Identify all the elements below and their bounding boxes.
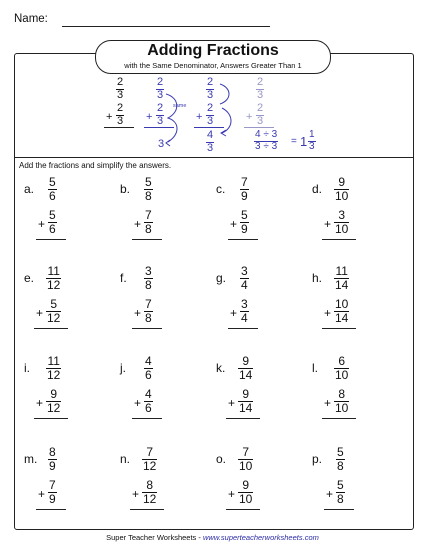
same-denominator-arrow-icon	[160, 90, 186, 150]
problem-9	[24, 355, 114, 435]
example-step1-plus: +	[106, 111, 113, 123]
problem-plus: +	[228, 396, 236, 410]
problem-plus: +	[134, 217, 142, 231]
problem-top-fraction: $\frac{7}{10}$	[239, 445, 253, 473]
example-step3-top-fraction: $\frac{2}{3}$	[207, 76, 214, 101]
example-same-label: same	[173, 103, 187, 109]
example-simplify-calculation: $\frac{4 \div 3}{3 \div 3}$	[255, 129, 278, 152]
name-label: Name:	[14, 13, 48, 25]
problem-letter: h.	[312, 271, 323, 285]
problem-bottom-fraction: $\frac{5}{12}$	[47, 297, 61, 325]
problem-answer-line[interactable]	[228, 239, 258, 240]
problem-plus: +	[324, 396, 332, 410]
problem-answer-line[interactable]	[132, 328, 162, 329]
problem-letter: n.	[120, 452, 131, 466]
title-banner	[95, 40, 331, 74]
problem-bottom-fraction: $\frac{3}{4}$	[241, 297, 248, 325]
problem-3	[216, 176, 306, 256]
problem-answer-line[interactable]	[34, 418, 68, 419]
name-field-line[interactable]	[62, 26, 270, 27]
problem-letter: i.	[24, 361, 30, 375]
problem-top-fraction: $\frac{11}{14}$	[335, 264, 349, 292]
problem-15	[216, 446, 306, 526]
problem-14	[120, 446, 210, 526]
problem-letter: g.	[216, 271, 227, 285]
example-step2-result-denominator: 3	[158, 138, 165, 150]
problem-bottom-fraction: $\frac{5}{6}$	[49, 208, 56, 236]
problem-bottom-fraction: $\frac{8}{12}$	[143, 478, 157, 506]
problem-top-fraction: $\frac{6}{10}$	[335, 354, 349, 382]
problem-plus: +	[134, 396, 142, 410]
problem-letter: j.	[120, 361, 126, 375]
problem-2	[120, 176, 210, 256]
problem-bottom-fraction: $\frac{5}{9}$	[241, 208, 248, 236]
add-numerators-arrow-icon	[216, 80, 238, 140]
problem-12	[312, 355, 402, 435]
problem-answer-line[interactable]	[226, 418, 260, 419]
problem-plus: +	[228, 487, 236, 501]
problem-plus: +	[132, 487, 140, 501]
problem-answer-line[interactable]	[322, 239, 356, 240]
problem-plus: +	[38, 217, 46, 231]
problem-letter: e.	[24, 271, 35, 285]
example-step4-answer-line	[244, 127, 274, 128]
problem-13	[24, 446, 114, 526]
problem-plus: +	[36, 396, 44, 410]
problem-answer-line[interactable]	[132, 239, 162, 240]
problem-plus: +	[230, 217, 238, 231]
problem-top-fraction: $\frac{5}{8}$	[337, 445, 344, 473]
example-step3-result-fraction: $\frac{4}{3}$	[207, 129, 214, 154]
problem-8	[312, 265, 402, 345]
problem-bottom-fraction: $\frac{8}{10}$	[335, 387, 349, 415]
problem-plus: +	[38, 487, 46, 501]
problem-answer-line[interactable]	[36, 239, 66, 240]
problem-4	[312, 176, 402, 256]
example-step4-plus: +	[246, 111, 253, 123]
problem-answer-line[interactable]	[322, 418, 356, 419]
footer-url[interactable]: www.superteacherworksheets.com	[202, 533, 319, 542]
problem-letter: k.	[216, 361, 226, 375]
problem-11	[216, 355, 306, 435]
example-step1-top-fraction: $\frac{2}{3}$	[117, 76, 124, 101]
problem-letter: o.	[216, 452, 227, 466]
footer	[0, 533, 425, 542]
problem-top-fraction: $\frac{5}{6}$	[49, 175, 56, 203]
instructions: Add the fractions and simplify the answers.	[19, 161, 172, 170]
problem-top-fraction: $\frac{8}{9}$	[49, 445, 56, 473]
problem-top-fraction: $\frac{11}{12}$	[47, 354, 61, 382]
problem-bottom-fraction: $\frac{9}{12}$	[47, 387, 61, 415]
problem-plus: +	[324, 306, 332, 320]
problem-top-fraction: $\frac{4}{6}$	[145, 354, 152, 382]
problem-plus: +	[326, 487, 334, 501]
example-step3-plus: +	[196, 111, 203, 123]
problem-bottom-fraction: $\frac{7}{9}$	[49, 478, 56, 506]
example-step1-bottom-fraction: $\frac{2}{3}$	[117, 102, 124, 127]
problem-bottom-fraction: $\frac{9}{14}$	[239, 387, 253, 415]
problem-bottom-fraction: $\frac{7}{8}$	[145, 297, 152, 325]
example-step1-answer-line	[104, 127, 134, 128]
section-divider	[14, 157, 414, 158]
problem-plus: +	[324, 217, 332, 231]
problem-top-fraction: $\frac{11}{12}$	[47, 264, 61, 292]
problem-answer-line[interactable]	[324, 509, 354, 510]
page-subtitle: with the Same Denominator, Answers Greater Than 1	[124, 61, 302, 70]
example-equals-sign: =	[291, 136, 297, 147]
problem-top-fraction: $\frac{3}{8}$	[145, 264, 152, 292]
problem-answer-line[interactable]	[34, 328, 68, 329]
problem-letter: p.	[312, 452, 323, 466]
problem-top-fraction: $\frac{7}{9}$	[241, 175, 248, 203]
problem-bottom-fraction: $\frac{9}{10}$	[239, 478, 253, 506]
problem-letter: f.	[120, 271, 127, 285]
problem-top-fraction: $\frac{3}{4}$	[241, 264, 248, 292]
problem-letter: a.	[24, 182, 35, 196]
problem-letter: c.	[216, 182, 226, 196]
problem-10	[120, 355, 210, 435]
problem-top-fraction: $\frac{9}{14}$	[239, 354, 253, 382]
example-step2-bottom-fraction: $\frac{2}{3}$	[157, 102, 164, 127]
problem-letter: b.	[120, 182, 131, 196]
problem-answer-line[interactable]	[130, 509, 164, 510]
problem-bottom-fraction: $\frac{10}{14}$	[335, 297, 349, 325]
example-step4-top-fraction: $\frac{2}{3}$	[257, 76, 264, 101]
problem-answer-line[interactable]	[322, 328, 356, 329]
problem-1	[24, 176, 114, 256]
example-mixed-whole: 1	[300, 134, 308, 149]
problem-7	[216, 265, 306, 345]
problem-5	[24, 265, 114, 345]
problem-answer-line[interactable]	[132, 418, 162, 419]
problem-top-fraction: $\frac{9}{10}$	[335, 175, 349, 203]
example-step3-bottom-fraction: $\frac{2}{3}$	[207, 102, 214, 127]
problem-top-fraction: $\frac{7}{12}$	[143, 445, 157, 473]
problem-answer-line[interactable]	[228, 328, 258, 329]
problem-answer-line[interactable]	[226, 509, 260, 510]
problem-bottom-fraction: $\frac{5}{8}$	[337, 478, 344, 506]
problem-plus: +	[36, 306, 44, 320]
example-step2-plus: +	[146, 111, 153, 123]
example-step2-top-fraction: $\frac{2}{3}$	[157, 76, 164, 101]
problem-plus: +	[230, 306, 238, 320]
footer-brand: Super Teacher Worksheets -	[106, 533, 203, 542]
problem-bottom-fraction: $\frac{3}{10}$	[335, 208, 349, 236]
example-mixed-fraction: $\frac{1}{3}$	[309, 129, 315, 152]
page-title: Adding Fractions	[147, 42, 279, 59]
problem-6	[120, 265, 210, 345]
problem-bottom-fraction: $\frac{7}{8}$	[145, 208, 152, 236]
problem-plus: +	[134, 306, 142, 320]
problem-top-fraction: $\frac{5}{8}$	[145, 175, 152, 203]
problem-16	[312, 446, 402, 526]
problem-letter: d.	[312, 182, 323, 196]
example-step4-bottom-fraction: $\frac{2}{3}$	[257, 102, 264, 127]
problem-letter: m.	[24, 452, 38, 466]
problem-answer-line[interactable]	[36, 509, 66, 510]
problem-letter: l.	[312, 361, 318, 375]
problem-bottom-fraction: $\frac{4}{6}$	[145, 387, 152, 415]
